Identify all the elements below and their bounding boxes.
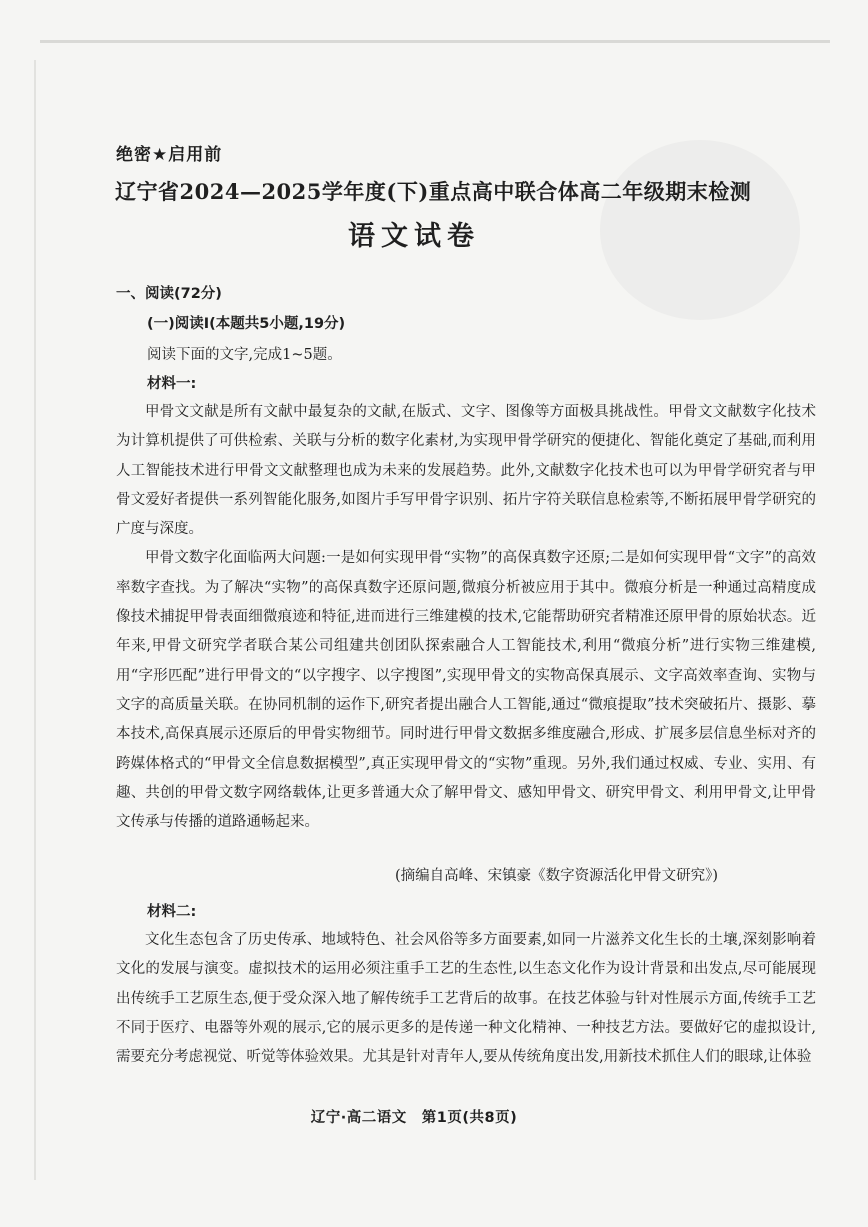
material-one-citation: (摘编自高峰、宋镇豪《数字资源活化甲骨文研究》) <box>394 868 718 884</box>
subject-title: 语文试卷 <box>348 221 480 252</box>
page-footer: 辽宁·高二语文 第1页(共8页) <box>310 1110 518 1126</box>
material-one-paragraph: 甲骨文文献是所有文献中最复杂的文献,在版式、文字、图像等方面极具挑战性。甲骨文文献数字化技术为计算机提供了可供检索、关联与分析的数字化素材,为实现甲骨学研究的便捷化、智能化奠定了基础,而利用人工智能技术进行甲骨文文献整理也成为未来的发展趋势。此外,文献数字化技术也可以为甲骨学研究者与甲骨文爱好者提供一系列智能化服务,如图片手写甲骨字识别、拓片字符关联信息检索等,不断拓展甲骨学研究的广度与深度。 <box>116 404 816 538</box>
material-one-body <box>116 398 816 837</box>
secret-label: 绝密★启用前 <box>116 145 223 165</box>
scan-edge-left <box>34 60 36 1180</box>
exam-title: 辽宁省2024—2025学年度(下)重点高中联合体高二年级期末检测 <box>115 179 752 204</box>
reading-instruction: 阅读下面的文字,完成1~5题。 <box>147 347 342 363</box>
material-one-label: 材料一: <box>147 376 197 392</box>
section-heading: 一、阅读(72分) <box>116 286 222 302</box>
material-one-paragraph: 甲骨文数字化面临两大问题:一是如何实现甲骨“实物”的高保真数字还原;二是如何实现甲骨“文字”的高效率数字查找。为了解决“实物”的高保真数字还原问题,微痕分析被应用于其中。微痕分析是一种通过高精度成像技术捕捉甲骨表面细微痕迹和特征,进而进行三维建模的技术,它能帮助研究者精准还原甲骨的原始状态。近年来,甲骨文研究学者联合某公司组建共创团队探索融合人工智能技术,利用“微痕分析”进行实物三维建模,用“字形匹配”进行甲骨文的“以字搜字、以字搜图”,实现甲骨文的实物高保真展示、文字高效率查询、实物与文字的高质量关联。在协同机制的运作下,研究者提出融合人工智能,通过“微痕提取”技术突破拓片、摄影、摹本技术,高保真展示还原后的甲骨实物细节。同时进行甲骨文数据多维度融合,形成、扩展多层信息坐标对齐的跨媒体格式的“甲骨文全信息数据模型”,真正实现甲骨文的“实物”重现。另外,我们通过权威、专业、实用、有趣、共创的甲骨文数字网络载体,让更多普通大众了解甲骨文、感知甲骨文、研究甲骨文、利用甲骨文,让甲骨文传承与传播的道路通畅起来。 <box>116 550 816 831</box>
exam-sheet <box>64 0 816 1227</box>
material-two-paragraph: 文化生态包含了历史传承、地域特色、社会风俗等多方面要素,如同一片滋养文化生长的土壤,深刻影响着文化的发展与演变。虚拟技术的运用必须注重手工艺的生态性,以生态文化作为设计背景和出发点,尽可能展现出传统手工艺原生态,便于受众深入地了解传统手工艺背后的故事。在技艺体验与针对性展示方面,传统手工艺不同于医疗、电器等外观的展示,它的展示更多的是传递一种文化精神、一种技艺方法。要做好它的虚拟设计,需要充分考虑视觉、听觉等体验效果。尤其是针对青年人,要从传统角度出发,用新技术抓住人们的眼球,让体验 <box>116 932 816 1066</box>
sub-section-heading: (一)阅读Ⅰ(本题共5小题,19分) <box>147 316 346 332</box>
material-two-label: 材料二: <box>147 904 197 920</box>
material-two-body <box>116 926 816 1072</box>
